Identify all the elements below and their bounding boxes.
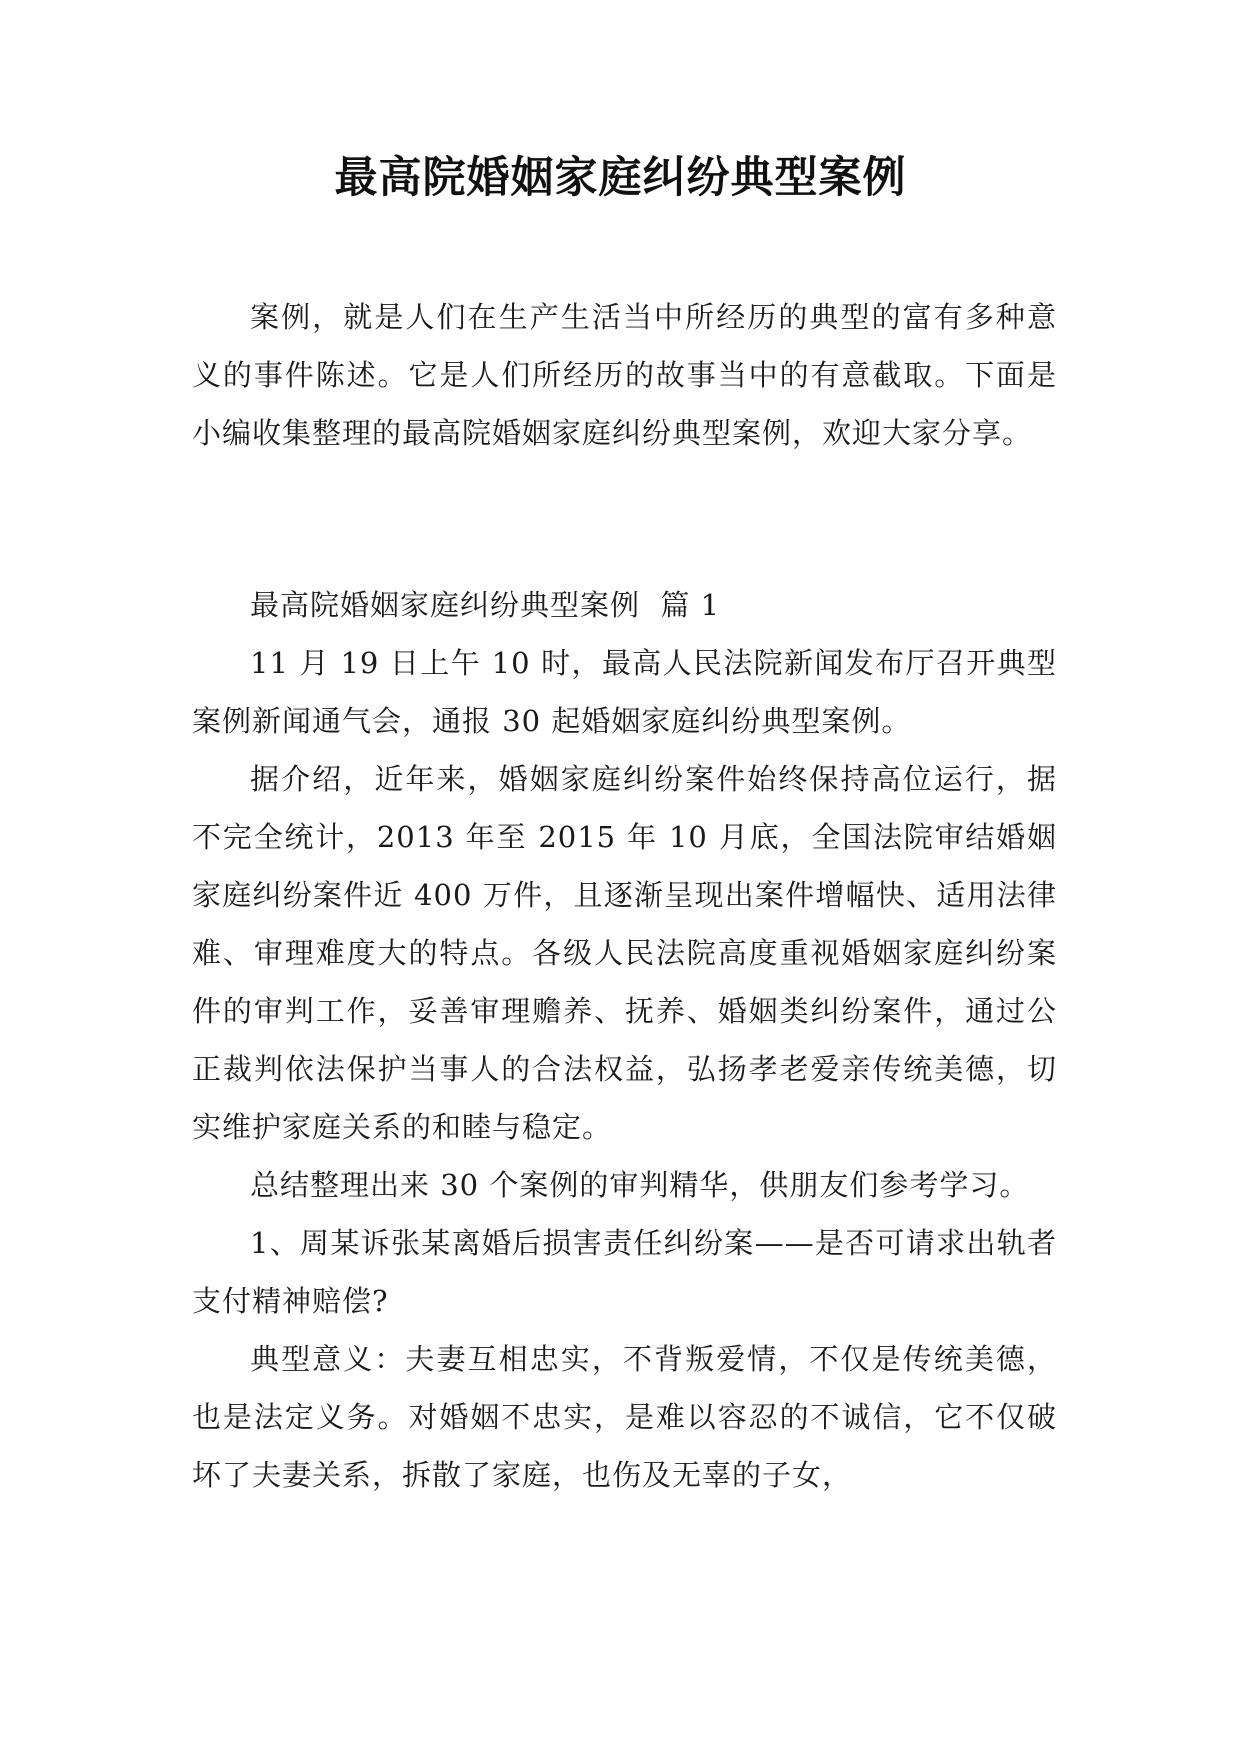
paragraph-statistics: 据介绍，近年来，婚姻家庭纠纷案件始终保持高位运行，据不完全统计，2013 年至 2015 年 10 月底，全国法院审结婚姻家庭纠纷案件近 400 万件，且逐渐呈现出案件增幅快、适用法律难、审理难度大的特点。各级人民法院高度重视婚姻家庭纠纷案件的审判工作，妥善审理赡养、抚养、婚姻类纠纷案件，通过公正裁判依法保护当事人的合法权益，弘扬孝老爱亲传统美德，切实维护家庭关系的和睦与稳定。 bbox=[192, 762, 1057, 1144]
section-heading: 最高院婚姻家庭纠纷典型案例 篇 1 bbox=[250, 588, 721, 622]
intro-block bbox=[192, 288, 1057, 462]
document-title: 最高院婚姻家庭纠纷典型案例 bbox=[334, 153, 907, 203]
intro-paragraph: 案例，就是人们在生产生活当中所经历的典型的富有多种意义的事件陈述。它是人们所经历的故事当中的有意截取。下面是小编收集整理的最高院婚姻家庭纠纷典型案例，欢迎大家分享。 bbox=[192, 300, 1057, 450]
paragraph-case-1-title: 1、周某诉张某离婚后损害责任纠纷案——是否可请求出轨者支付精神赔偿? bbox=[192, 1226, 1057, 1318]
paragraph-announcement: 11 月 19 日上午 10 时，最高人民法院新闻发布厅召开典型案例新闻通气会，通报 30 起婚姻家庭纠纷典型案例。 bbox=[192, 646, 1057, 738]
section-block bbox=[192, 576, 1057, 1504]
paragraph-case-1-significance: 典型意义：夫妻互相忠实，不背叛爱情，不仅是传统美德，也是法定义务。对婚姻不忠实，是难以容忍的不诚信，它不仅破坏了夫妻关系，拆散了家庭，也伤及无辜的子女， bbox=[192, 1342, 1057, 1492]
paragraph-summary: 总结整理出来 30 个案例的审判精华，供朋友们参考学习。 bbox=[250, 1168, 1030, 1202]
